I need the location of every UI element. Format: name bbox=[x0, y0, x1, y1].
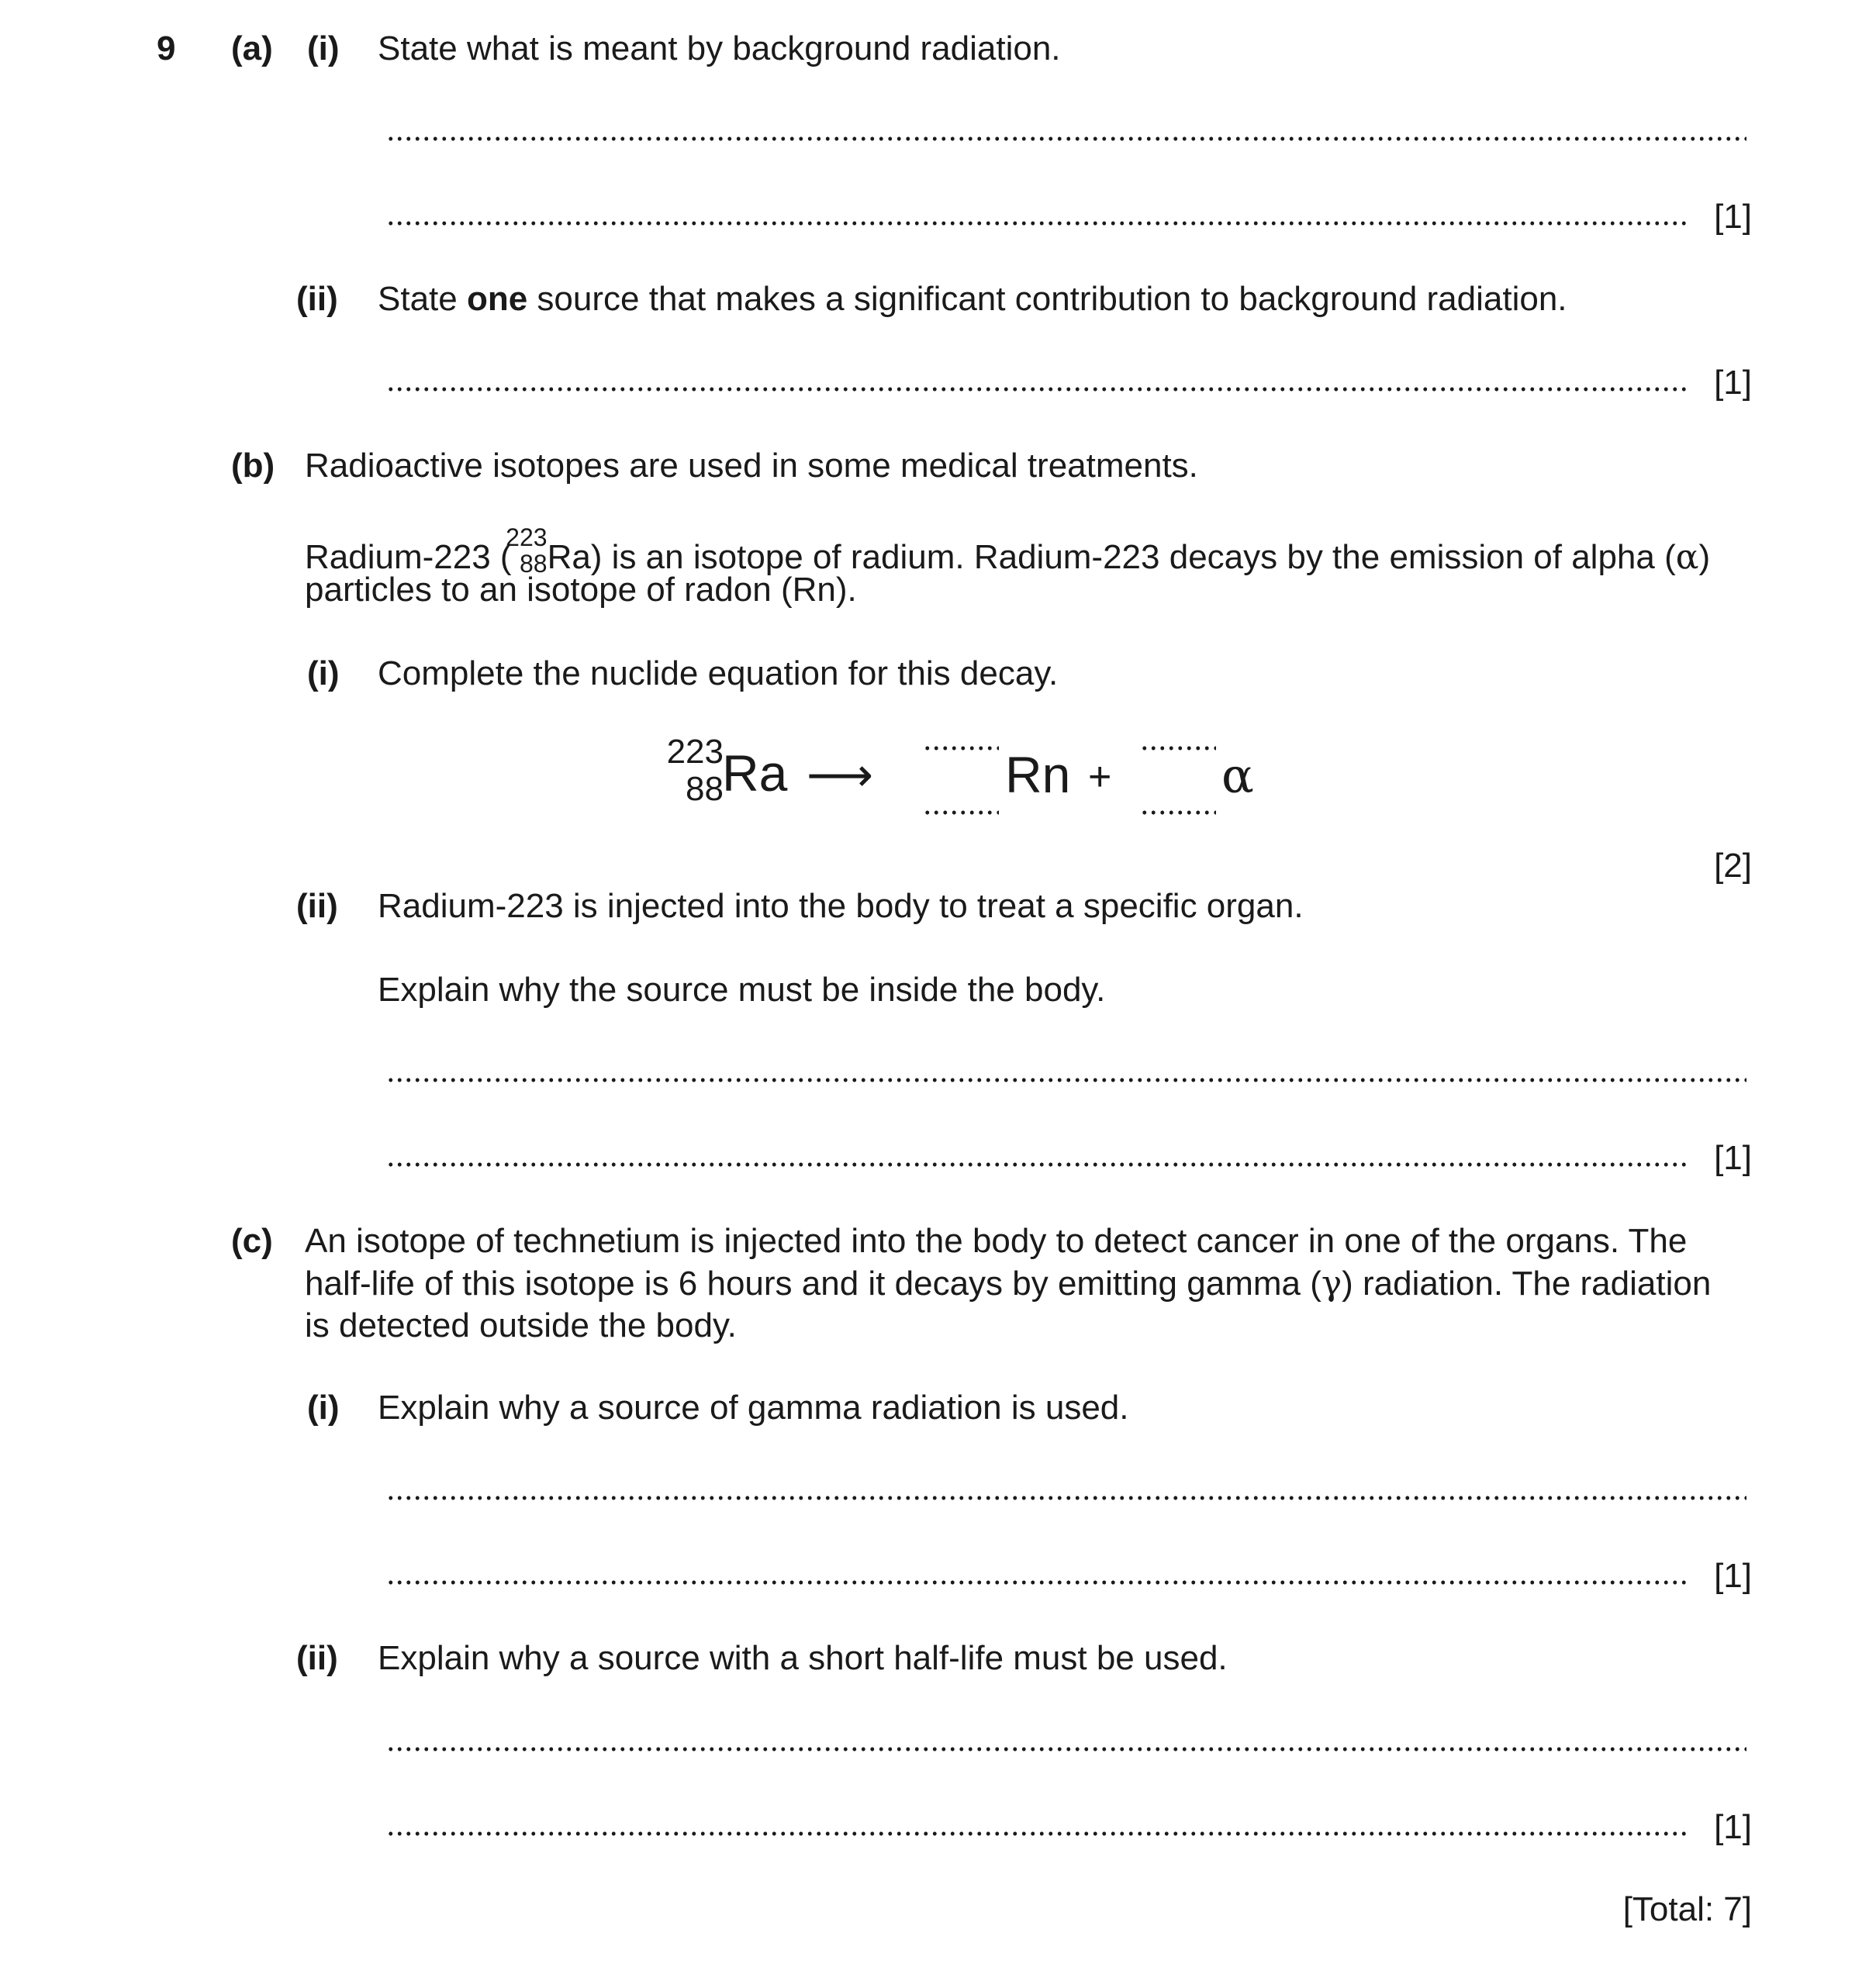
answer-line[interactable] bbox=[386, 221, 1689, 226]
part-a-i-question: State what is meant by background radiation. bbox=[378, 29, 1061, 67]
part-c-i-label: (i) bbox=[307, 1389, 340, 1427]
mark-allocation: [2] bbox=[1714, 847, 1752, 885]
mass-number: 223 bbox=[506, 523, 548, 551]
answer-line[interactable] bbox=[386, 1162, 1689, 1167]
part-c-intro-line3: is detected outside the body. bbox=[305, 1306, 737, 1344]
part-c-ii-label: (ii) bbox=[296, 1639, 338, 1677]
radon-mass-number-blank[interactable] bbox=[923, 746, 999, 751]
mark-allocation: [1] bbox=[1714, 198, 1752, 236]
plus-sign: + bbox=[1088, 754, 1112, 799]
mark-allocation: [1] bbox=[1714, 364, 1752, 402]
part-c-intro-line1: An isotope of technetium is injected into the body to detect cancer in one of the organs. The bbox=[305, 1222, 1688, 1260]
question-number: 9 bbox=[157, 29, 176, 67]
radium-atomic-number: 88 bbox=[686, 770, 724, 808]
part-b-intro: Radioactive isotopes are used in some medical treatments. bbox=[305, 447, 1198, 485]
radon-symbol: Rn bbox=[1005, 746, 1071, 803]
part-c-ii-question: Explain why a source with a short half-life must be used. bbox=[378, 1639, 1228, 1677]
alpha-symbol: α bbox=[1221, 747, 1254, 804]
part-b-ii-statement: Radium-223 is injected into the body to treat a specific organ. bbox=[378, 887, 1304, 925]
total-marks: [Total: 7] bbox=[1622, 1890, 1752, 1928]
answer-line[interactable] bbox=[386, 387, 1689, 392]
part-b-paragraph: Radium-223 ( 223 88 Ra) is an isotope of radium. Radium-223 decays by the emission of alpha (α) bbox=[305, 523, 1711, 578]
answer-line[interactable] bbox=[386, 136, 1746, 141]
part-b-paragraph-line2: particles to an isotope of radon (Rn). bbox=[305, 571, 857, 609]
mark-allocation: [1] bbox=[1714, 1808, 1752, 1846]
part-b-ii-label: (ii) bbox=[296, 887, 338, 925]
reaction-arrow-icon: ⟶ bbox=[807, 749, 874, 801]
part-a-i-label: (i) bbox=[307, 29, 340, 67]
alpha-atomic-number-blank[interactable] bbox=[1140, 810, 1216, 815]
part-b-i-label: (i) bbox=[307, 654, 340, 692]
radium-symbol: Ra bbox=[722, 744, 788, 802]
part-c-i-question: Explain why a source of gamma radiation is used. bbox=[378, 1389, 1129, 1427]
radium-mass-number: 223 bbox=[666, 733, 724, 771]
part-c-label: (c) bbox=[231, 1222, 273, 1260]
atomic-number: 88 bbox=[519, 550, 548, 578]
radon-atomic-number-blank[interactable] bbox=[923, 810, 999, 815]
part-a-ii-label: (ii) bbox=[296, 280, 338, 318]
part-b-i-question: Complete the nuclide equation for this decay. bbox=[378, 654, 1059, 692]
answer-line[interactable] bbox=[386, 1831, 1689, 1836]
mark-allocation: [1] bbox=[1714, 1139, 1752, 1177]
part-b-ii-question: Explain why the source must be inside the body. bbox=[378, 971, 1106, 1009]
alpha-mass-number-blank[interactable] bbox=[1140, 746, 1216, 751]
part-c-intro-line2: half-life of this isotope is 6 hours and it decays by emitting gamma (γ) radiation. The radiation bbox=[305, 1264, 1712, 1303]
answer-line[interactable] bbox=[386, 1496, 1746, 1500]
answer-line[interactable] bbox=[386, 1078, 1746, 1082]
answer-line[interactable] bbox=[386, 1747, 1746, 1751]
part-b-label: (b) bbox=[231, 447, 275, 485]
part-a-ii-question: State one source that makes a significant contribution to background radiation. bbox=[378, 280, 1567, 318]
part-a-label: (a) bbox=[231, 29, 273, 67]
mark-allocation: [1] bbox=[1714, 1557, 1752, 1595]
answer-line[interactable] bbox=[386, 1580, 1689, 1585]
